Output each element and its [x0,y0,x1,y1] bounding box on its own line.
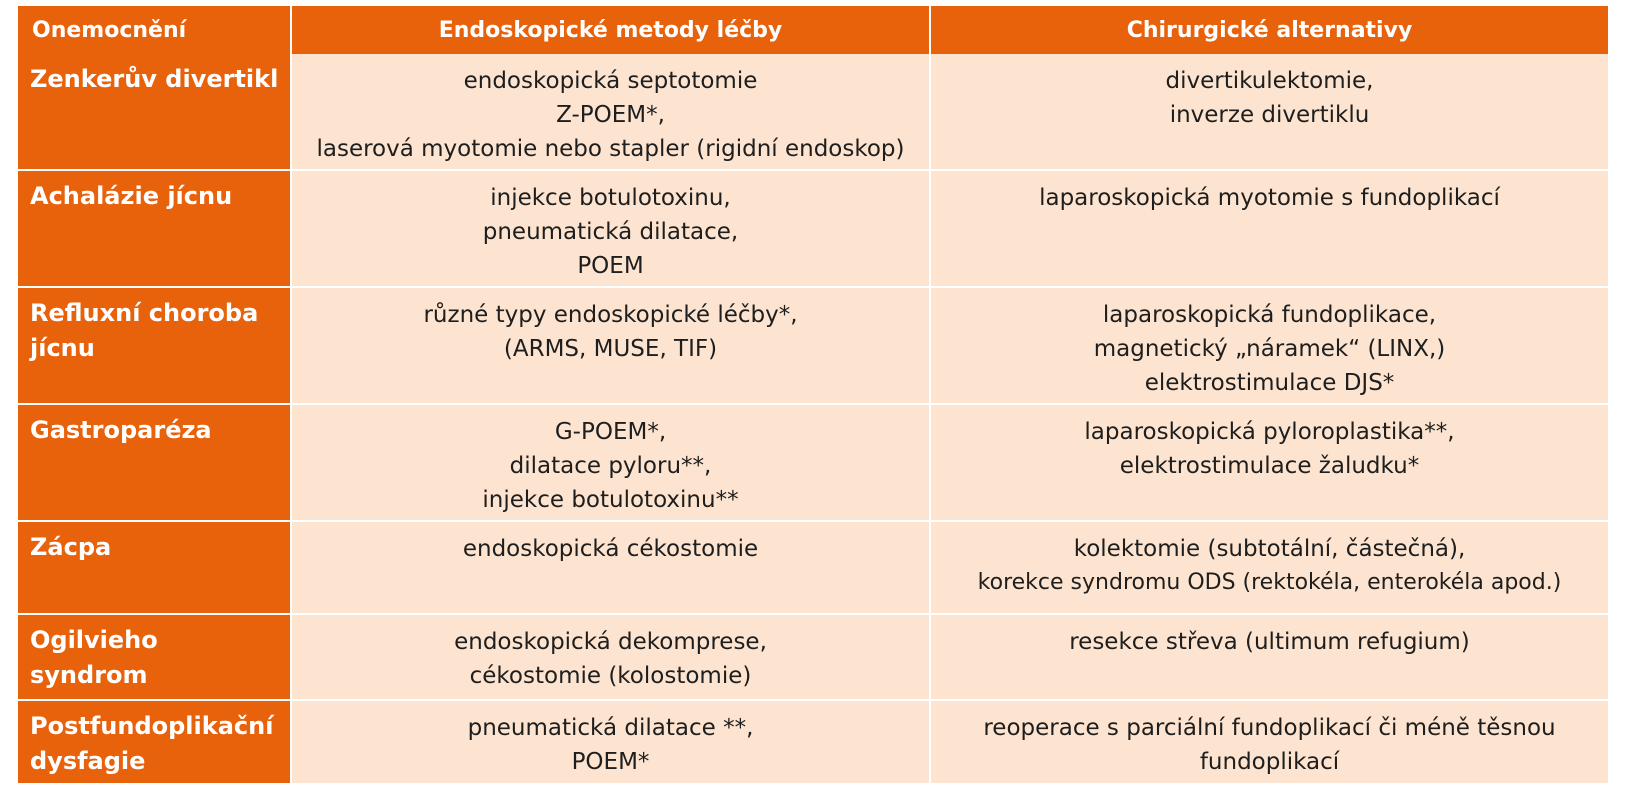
disease-label: Zácpa [30,533,112,561]
endoscopic-cell [291,614,930,700]
endoscopic-line: injekce botulotoxinu** [482,487,739,513]
surgical-cell [930,700,1609,784]
endoscopic-line: laserová myotomie nebo stapler (rigidní endoskop) [316,136,905,162]
surgical-line: korekce syndromu ODS (rektokéla, enterokéla apod.) [977,570,1562,595]
endoscopic-line: POEM [577,253,644,279]
header-row [18,6,1609,54]
surgical-cell [930,54,1609,170]
endoscopic-line: injekce botulotoxinu, [490,185,731,211]
surgical-line: elektrostimulace žaludku* [1119,453,1420,479]
endoscopic-line: pneumatická dilatace **, [467,715,754,741]
disease-label: Postfundoplikační [30,712,274,740]
endoscopic-line: různé typy endoskopické léčby*, [423,302,798,328]
surgical-line: reoperace s parciální fundoplikací či méně těsnou [983,715,1556,741]
treatment-table [18,6,1610,785]
disease-label: Achalázie jícnu [30,182,233,210]
endoscopic-line: POEM* [571,749,650,775]
header-surgical: Chirurgické alternativy [930,6,1609,54]
surgical-cell [930,521,1609,614]
endoscopic-line: endoskopická dekomprese, [454,629,767,655]
endoscopic-cell [291,170,930,287]
table-row [18,521,1609,614]
endoscopic-line: Z-POEM*, [556,102,665,128]
disease-cell [18,700,291,784]
header-endoscopic: Endoskopické metody léčby [291,6,930,54]
disease-cell [18,54,291,170]
disease-cell [18,614,291,700]
surgical-line: resekce střeva (ultimum refugium) [1069,629,1470,655]
endoscopic-cell [291,404,930,521]
disease-cell [18,287,291,404]
disease-label: syndrom [30,661,148,689]
endoscopic-cell [291,700,930,784]
surgical-cell [930,404,1609,521]
table-row [18,614,1609,700]
endoscopic-line: dilatace pyloru**, [509,453,712,479]
surgical-line: divertikulektomie, [1165,68,1374,94]
disease-cell [18,521,291,614]
endoscopic-line: endoskopická cékostomie [462,536,759,562]
surgical-cell [930,614,1609,700]
surgical-line: elektrostimulace DJS* [1144,370,1395,396]
endoscopic-line: (ARMS, MUSE, TIF) [503,336,718,362]
surgical-line: laparoskopická fundoplikace, [1102,302,1437,328]
endoscopic-cell [291,287,930,404]
disease-cell [18,170,291,287]
surgical-cell [930,287,1609,404]
surgical-line: inverze divertiklu [1169,102,1370,128]
surgical-line: fundoplikací [1199,749,1340,775]
surgical-line: laparoskopická myotomie s fundoplikací [1039,185,1500,211]
disease-label: jícnu [30,334,95,362]
disease-label: Gastroparéza [30,416,212,444]
table-row [18,287,1609,404]
endoscopic-line: G-POEM*, [554,419,667,445]
endoscopic-line: pneumatická dilatace, [482,219,739,245]
table-row [18,700,1609,784]
table-row [18,170,1609,287]
disease-label: Ogilvieho [30,626,158,654]
surgical-line: magnetický „náramek“ (LINX,) [1093,336,1446,362]
endoscopic-line: cékostomie (kolostomie) [469,663,752,689]
surgical-line: laparoskopická pyloroplastika**, [1084,419,1455,445]
endoscopic-cell [291,521,930,614]
disease-label: Refluxní choroba [30,299,259,327]
surgical-cell [930,170,1609,287]
header-disease: Onemocnění [18,6,291,54]
surgical-line: kolektomie (subtotální, částečná), [1073,536,1466,562]
table-row [18,54,1609,170]
disease-cell [18,404,291,521]
endoscopic-line: endoskopická septotomie [463,68,758,94]
table-row [18,404,1609,521]
disease-label: Zenkerův divertikl [30,65,279,93]
disease-label: dysfagie [30,747,146,775]
endoscopic-cell [291,54,930,170]
